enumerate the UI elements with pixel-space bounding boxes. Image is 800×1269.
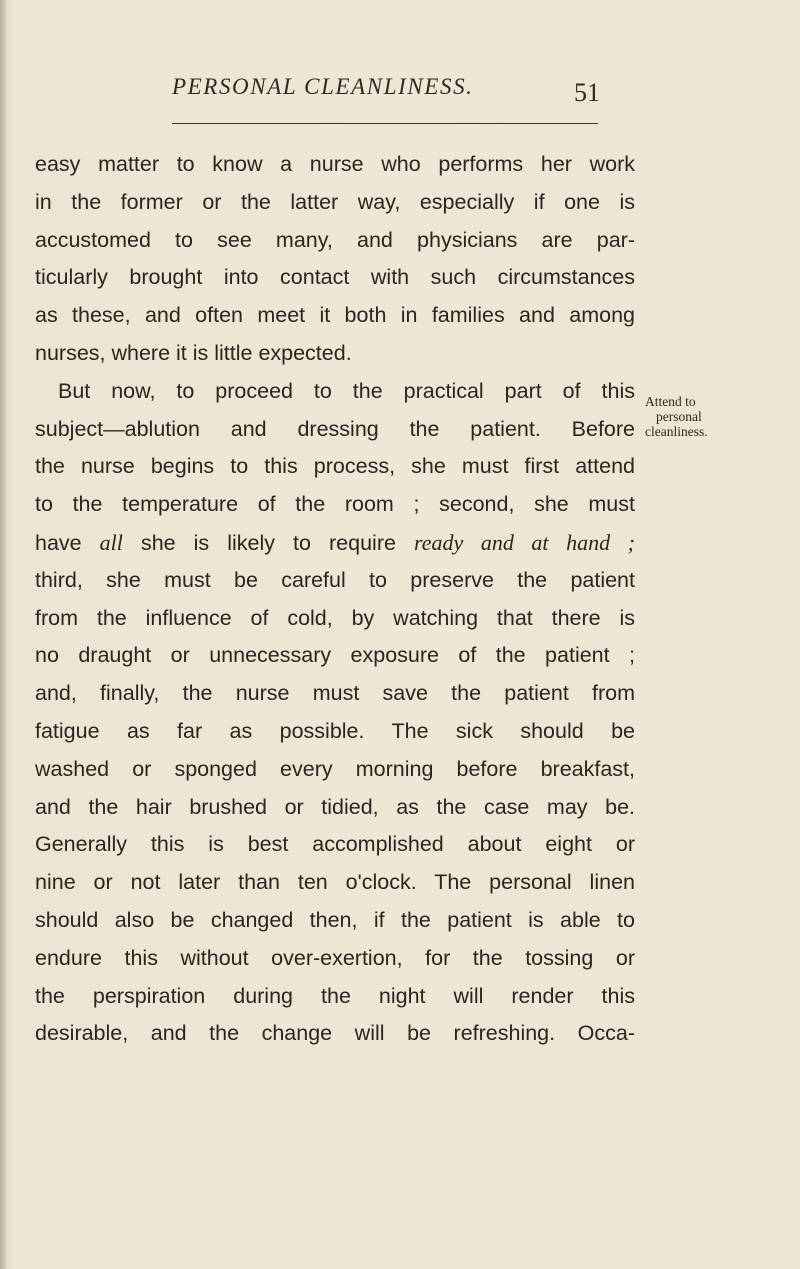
margin-note-line: Attend to [645,394,696,409]
text-line: as these, and often meet it both in families and among [35,303,635,328]
italic-run: ready and at hand ; [414,529,635,555]
text-line: Generally this is best accomplished about eight or [35,832,635,857]
text-line: ticularly brought into contact with such circumstances [35,265,635,290]
running-header: PERSONAL CLEANLINESS. [172,74,474,99]
text-line: to the temperature of the room ; second, she must [35,492,635,517]
text-line: But now, to proceed to the practical part of this [58,378,635,403]
text-line: endure this without over-exertion, for the tossing or [35,945,635,970]
text-line: the nurse begins to this process, she must first attend [35,454,635,479]
text-line: washed or sponged every morning before breakfast, [35,756,635,781]
text-run: have [35,530,100,555]
text-line: in the former or the latter way, especially if one is [35,189,635,214]
text-line: the perspiration during the night will render this [35,983,635,1008]
margin-note-line: cleanliness. [645,424,708,439]
page-gutter [0,0,6,1269]
text-line: nine or not later than ten o'clock. The personal linen [35,870,635,895]
text-line: easy matter to know a nurse who performs her work [35,152,635,176]
italic-run: all [99,529,123,555]
header-rule [172,123,598,124]
text-line: no draught or unnecessary exposure of the patient ; [35,643,635,668]
text-line: subject—ablution and dressing the patient. Before [35,416,635,441]
text-line: should also be changed then, if the patient is able to [35,907,635,932]
margin-note-line: personal [656,409,702,424]
text-line: and, finally, the nurse must save the patient from [35,681,635,706]
text-line: and the hair brushed or tidied, as the case may be. [35,794,635,819]
text-line: third, she must be careful to preserve the patient [35,567,635,592]
page-number: 51 [574,78,600,107]
text-run: she is likely to require [122,530,414,555]
margin-note [645,394,708,439]
body-text [35,146,635,1053]
text-line: accustomed to see many, and physicians are par- [35,227,635,252]
text-line: fatigue as far as possible. The sick should be [35,718,635,743]
text-line: from the influence of cold, by watching that there is [35,605,635,630]
text-line: nurses, where it is little expected. [35,340,352,365]
text-line: desirable, and the change will be refreshing. Occa- [35,1021,635,1046]
text-line-mixed [35,524,635,562]
